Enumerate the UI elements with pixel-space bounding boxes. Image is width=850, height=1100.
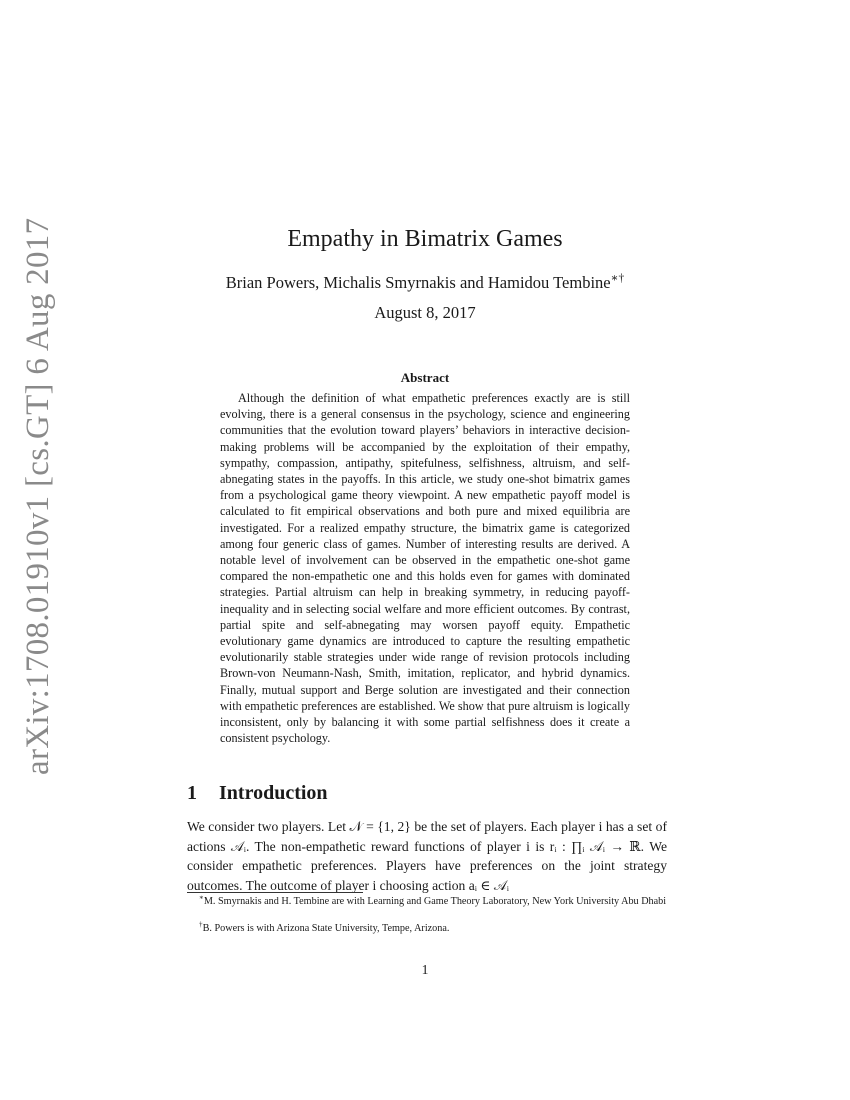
footnote-1-mark: ∗ xyxy=(199,893,204,902)
abstract-text: Although the definition of what empathetic preferences exactly are is still evolving, there is a general consensus in the psychology, science and engineering communities that the evolution toward players’ behaviors in interactive decision-making problems will be accompanied by the exploitation of their empathy, sympathy, compassion, antipathy, spitefulness, selfishness, altruism, and self-abnegating states in the payoffs. In this article, we study one-shot bimatrix games from a psychological game theory viewpoint. A new empathetic payoff model is calculated to fit empirical observations and both pure and mixed equilibria are investigated. For a realized empathy structure, the bimatrix game is categorized among four generic class of games. Number of interesting results are derived. A notable level of involvement can be observed in the empathetic one-shot game compared the non-empathetic one and this holds even for games with dominated strategies. Partial altruism can help in breaking symmetry, in reducing payoff-inequality and in selecting social welfare and more efficient outcomes. By contrast, partial spite and self-abnegating may worsen payoff equity. Empathetic evolutionary game dynamics are introduced to capture the resulting empathetic evolutionarily stable strategies under wide range of revision protocols including Brown-von Neumann-Nash, Smith, imitation, replicator, and hybrid dynamics. Finally, mutual support and Berge solution are investigated and their connection with empathetic preferences are established. We show that pure altruism is logically inconsistent, only by balancing it with some partial selfishness does it create a consistent psychology. xyxy=(220,391,630,746)
footnote-2 xyxy=(187,922,667,936)
section-title: Introduction xyxy=(219,782,328,804)
arxiv-identifier-stamp: arXiv:1708.01910v1 [cs.GT] 6 Aug 2017 xyxy=(20,217,56,775)
paper-date: August 8, 2017 xyxy=(374,303,476,322)
author-list xyxy=(0,272,850,294)
footnote-rule xyxy=(187,892,363,893)
section-heading xyxy=(187,780,667,806)
footnote-1-text: M. Smyrnakis and H. Tembine are with Learning and Game Theory Laboratory, New York University Abu Dhabi xyxy=(203,896,667,907)
paper-title: Empathy in Bimatrix Games xyxy=(287,226,563,252)
abstract-heading: Abstract xyxy=(400,370,450,385)
footnote-1 xyxy=(187,895,667,909)
footnote-2-mark: † xyxy=(199,920,203,929)
author-footnote-marks: ∗† xyxy=(610,272,625,285)
footnote-2-text: B. Powers is with Arizona State University, Tempe, Arizona. xyxy=(202,923,450,934)
section-number: 1 xyxy=(187,782,197,804)
introduction-paragraph: We consider two players. Let 𝒩 = {1, 2} be the set of players. Each player i has a set of actions 𝒜ᵢ. The non-empathetic reward functions of player i is rᵢ : ∏ᵢ 𝒜ᵢ → ℝ. We consider empathetic preferences. Players have preferences on the joint strategy outcomes. The outcome of player i choosing action aᵢ ∈ 𝒜ᵢ xyxy=(187,819,667,893)
page-number: 1 xyxy=(421,962,429,977)
author-names: Brian Powers, Michalis Smyrnakis and Hamidou Tembine xyxy=(225,273,611,292)
